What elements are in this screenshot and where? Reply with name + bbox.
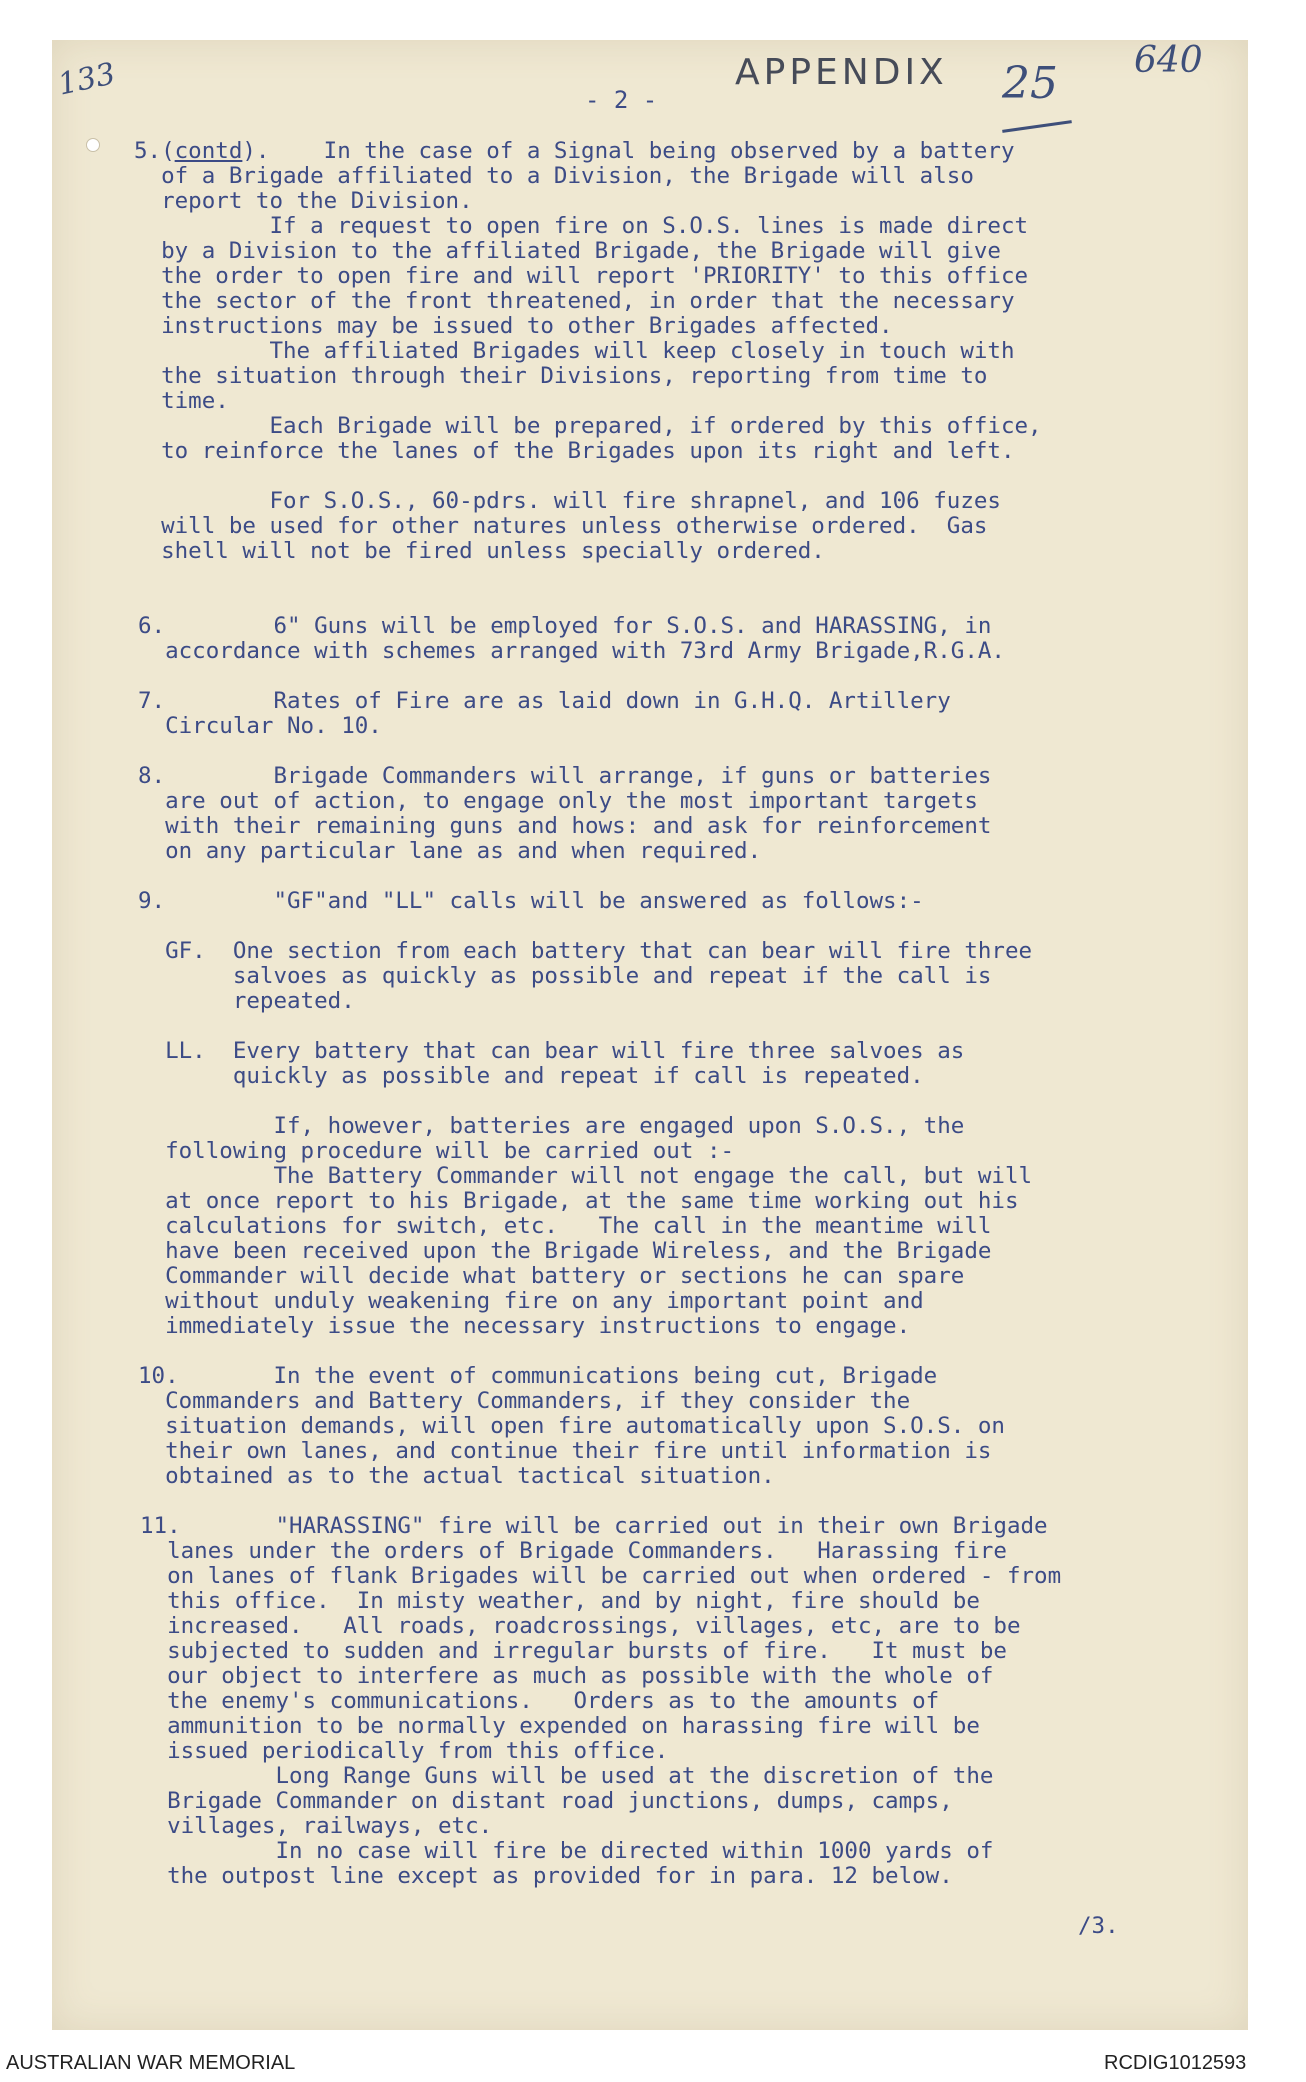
appendix-number: 25 <box>1002 58 1058 109</box>
text-line: time. <box>134 388 229 414</box>
text-line: Commander will decide what battery or sections he can spare <box>138 1263 965 1289</box>
text-line: 7. Rates of Fire are as laid down in G.H.Q. Artillery <box>138 688 951 714</box>
text-line: subjected to sudden and irregular bursts of fire. It must be <box>140 1638 1007 1664</box>
text-line: have been received upon the Brigade Wireless, and the Brigade <box>138 1238 992 1264</box>
punch-hole <box>86 138 100 152</box>
text-line: quickly as possible and repeat if call is repeated. <box>138 1063 924 1089</box>
text-line: obtained as to the actual tactical situation. <box>138 1463 775 1489</box>
text-line: issued periodically from this office. <box>140 1738 669 1764</box>
text-line: the order to open fire and will report 'PRIORITY' to this office <box>134 263 1029 289</box>
text-line: Circular No. 10. <box>138 713 382 739</box>
text-line: the enemy's communications. Orders as to the amounts of <box>140 1688 940 1714</box>
text-line: 6. 6" Guns will be employed for S.O.S. and HARASSING, in <box>138 613 992 639</box>
text-line: The affiliated Brigades will keep closely in touch with <box>134 338 1015 364</box>
text-line: Commanders and Battery Commanders, if they consider the <box>138 1388 911 1414</box>
text-line: lanes under the orders of Brigade Commanders. Harassing fire <box>140 1538 1007 1564</box>
page-number: - 2 - <box>585 86 658 114</box>
text-line: situation demands, will open fire automatically upon S.O.S. on <box>138 1413 1005 1439</box>
text-line: the situation through their Divisions, reporting from time to <box>134 363 988 389</box>
contd-underlined: contd <box>174 138 243 164</box>
footer-record-id: RCDIG1012593 <box>1104 2052 1247 2074</box>
continuation-marker: /3. <box>1078 1913 1119 1939</box>
text-line: the outpost line except as provided for in para. 12 below. <box>140 1863 953 1889</box>
text-line: accordance with schemes arranged with 73rd Army Brigade,R.G.A. <box>138 638 1005 664</box>
text-line: The Battery Commander will not engage the call, but will <box>138 1163 1033 1189</box>
text-line: shell will not be fired unless specially ordered. <box>134 538 825 564</box>
text-line: with their remaining guns and hows: and ask for reinforcement <box>138 813 992 839</box>
text-line: this office. In misty weather, and by night, fire should be <box>140 1588 980 1614</box>
text-line: at once report to his Brigade, at the same time working out his <box>138 1188 1019 1214</box>
appendix-stamp: APPENDIX <box>735 52 948 93</box>
text-line: calculations for switch, etc. The call in the meantime will <box>138 1213 992 1239</box>
text-line: 10. In the event of communications being cut, Brigade <box>138 1363 938 1389</box>
text-line: If a request to open fire on S.O.S. lines is made direct <box>134 213 1029 239</box>
text-line: on lanes of flank Brigades will be carried out when ordered - from <box>140 1563 1062 1589</box>
text-line: salvoes as quickly as possible and repeat if the call is <box>138 963 992 989</box>
text-line: our object to interfere as much as possible with the whole of <box>140 1663 994 1689</box>
text-line: immediately issue the necessary instructions to engage. <box>138 1313 911 1339</box>
footer-archive-name: AUSTRALIAN WAR MEMORIAL <box>6 2052 296 2074</box>
text-line: villages, railways, etc. <box>140 1813 493 1839</box>
text-line: repeated. <box>138 988 355 1014</box>
text-line <box>134 139 1015 164</box>
text-line: to reinforce the lanes of the Brigades upon its right and left. <box>134 438 1015 464</box>
text-line: In no case will fire be directed within 1000 yards of <box>140 1838 994 1864</box>
text-line: 11. "HARASSING" fire will be carried out in their own Brigade <box>140 1513 1048 1539</box>
para-5-number: 5.( <box>134 138 175 164</box>
text-line: on any particular lane as and when required. <box>138 838 762 864</box>
margin-mark: 133 <box>54 56 119 103</box>
text-line: will be used for other natures unless otherwise ordered. Gas <box>134 513 988 539</box>
text-line: For S.O.S., 60-pdrs. will fire shrapnel, and 106 fuzes <box>134 488 1001 514</box>
text-line: are out of action, to engage only the most important targets <box>138 788 978 814</box>
text-line: their own lanes, and continue their fire until information is <box>138 1438 992 1464</box>
text-line: the sector of the front threatened, in order that the necessary <box>134 288 1015 314</box>
text-line: Long Range Guns will be used at the discretion of the <box>140 1763 994 1789</box>
text-line: following procedure will be carried out :- <box>138 1138 735 1164</box>
text-line: without unduly weakening fire on any important point and <box>138 1288 924 1314</box>
text-line: LL. Every battery that can bear will fire three salvoes as <box>138 1038 965 1064</box>
text-line: report to the Division. <box>134 188 473 214</box>
text-line: instructions may be issued to other Brigades affected. <box>134 313 893 339</box>
text-line: by a Division to the affiliated Brigade, the Brigade will give <box>134 238 1001 264</box>
text-line: GF. One section from each battery that can bear will fire three <box>138 938 1033 964</box>
para-5-first-line: ). In the case of a Signal being observed by a battery <box>242 138 1015 164</box>
text-line: of a Brigade affiliated to a Division, the Brigade will also <box>134 163 974 189</box>
text-line: 8. Brigade Commanders will arrange, if guns or batteries <box>138 763 992 789</box>
text-line: If, however, batteries are engaged upon S.O.S., the <box>138 1113 965 1139</box>
folio-number: 640 <box>1134 40 1203 81</box>
text-line: Each Brigade will be prepared, if ordered by this office, <box>134 413 1042 439</box>
text-line: Brigade Commander on distant road junctions, dumps, camps, <box>140 1788 953 1814</box>
text-line: increased. All roads, roadcrossings, villages, etc, are to be <box>140 1613 1021 1639</box>
text-line: ammunition to be normally expended on harassing fire will be <box>140 1713 980 1739</box>
text-line: 9. "GF"and "LL" calls will be answered as follows:- <box>138 888 924 914</box>
